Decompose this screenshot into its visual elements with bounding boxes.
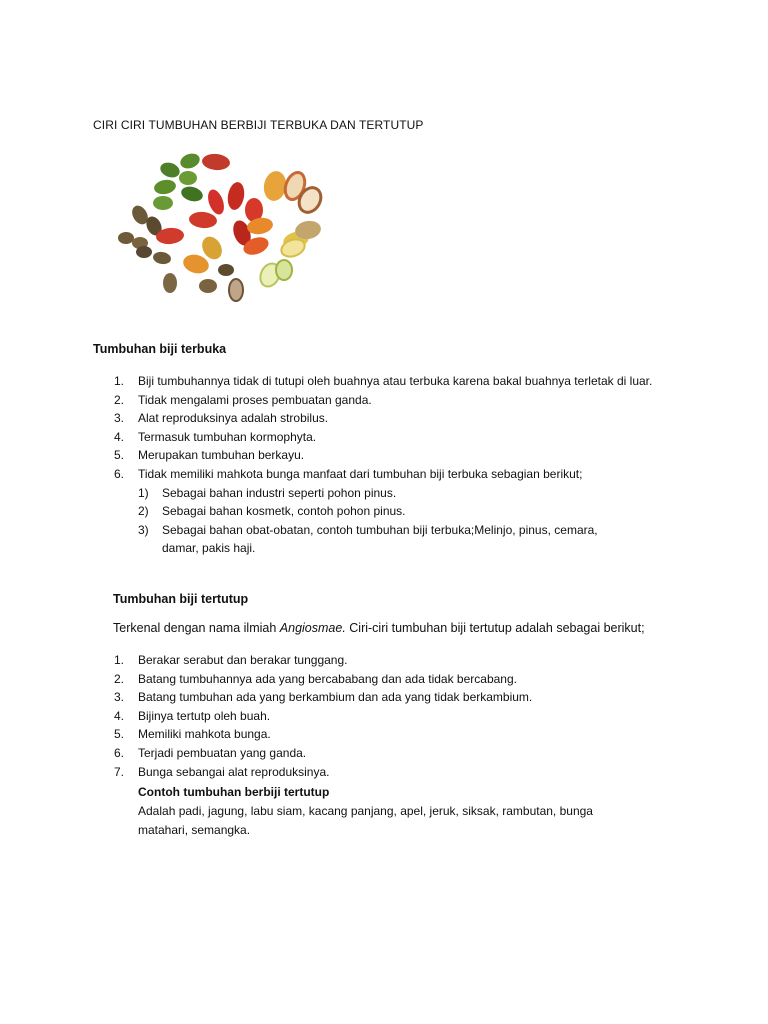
list-number: 2. [114,392,125,407]
list-text: Alat reproduksinya adalah strobilus. [138,411,329,426]
list-text: Terjadi pembuatan yang ganda. [138,745,307,760]
sublist-item [138,502,652,521]
list-text: Batang tumbuhannya ada yang bercababang dan ada tidak bercabang. [138,671,517,686]
scientific-name: Angiosmae. [279,621,346,635]
sublist-number: 2) [138,504,149,519]
list-item [93,744,653,763]
list-item [93,446,653,465]
list-text: Tidak mengalami proses pembuatan ganda. [138,392,372,407]
list-item [93,372,653,391]
sublist-text: Sebagai bahan obat-obatan, contoh tumbuhan biji terbuka;Melinjo, pinus, cemara, damar, pakis haji. [162,522,598,556]
list-number: 1. [114,374,125,388]
benefits-sublist [138,484,653,558]
list-item [93,465,653,558]
list-number: 3. [114,690,125,705]
list-number: 6. [114,466,125,481]
list-item [93,391,653,410]
section-heading-closed-seed: Tumbuhan biji tertutup [113,592,249,606]
intro-text-end: Ciri-ciri tumbuhan biji tertutup adalah sebagai berikut; [345,621,645,635]
list-number: 5. [114,727,125,742]
document-title: CIRI CIRI TUMBUHAN BERBIJI TERBUKA DAN TERTUTUP [93,118,424,132]
list-text: Berakar serabut dan berakar tunggang. [138,653,348,667]
list-item [93,651,653,670]
example-block [138,783,638,840]
list-text: Bijinya tertutp oleh buah. [138,708,271,723]
list-text: Tidak memiliki mahkota bunga manfaat dari tumbuhan biji terbuka sebagian berikut; [138,466,583,481]
sublist-number: 3) [138,522,149,537]
seeds-image [108,148,338,308]
intro-text: Terkenal dengan nama ilmiah [113,621,280,635]
list-number: 1. [114,653,125,667]
closed-seed-list [93,651,653,781]
list-text: Memiliki mahkota bunga. [138,727,271,742]
example-heading: Contoh tumbuhan berbiji tertutup [138,785,330,799]
list-number: 4. [114,429,125,444]
list-number: 2. [114,671,125,686]
list-item [93,428,653,447]
list-item [93,688,653,707]
sublist-text: Sebagai bahan industri seperti pohon pinus. [162,485,397,500]
list-text: Bunga sebangai alat reproduksinya. [138,764,330,779]
open-seed-list [93,372,653,558]
list-number: 3. [114,411,125,426]
list-item [93,707,653,726]
list-item [93,763,653,782]
list-text: Batang tumbuhan ada yang berkambium dan ada yang tidak berkambium. [138,690,533,705]
list-number: 6. [114,745,125,760]
list-text: Merupakan tumbuhan berkayu. [138,448,305,463]
list-item [93,409,653,428]
section-heading-open-seed: Tumbuhan biji terbuka [93,342,227,356]
list-number: 7. [114,764,125,779]
intro-paragraph [113,621,645,635]
example-text: Adalah padi, jagung, labu siam, kacang panjang, apel, jeruk, siksak, rambutan, bunga matahari, semangka. [138,804,593,837]
sublist-text: Sebagai bahan kosmetk, contoh pohon pinus. [162,504,406,519]
sublist-item [138,484,652,503]
list-text: Termasuk tumbuhan kormophyta. [138,429,317,444]
list-item [93,725,653,744]
list-number: 4. [114,708,125,723]
list-text: Biji tumbuhannya tidak di tutupi oleh buahnya atau terbuka karena bakal buahnya terletak di luar. [138,374,653,388]
sublist-number: 1) [138,485,149,500]
sublist-item [138,521,632,558]
list-item [93,670,653,689]
list-number: 5. [114,448,125,463]
